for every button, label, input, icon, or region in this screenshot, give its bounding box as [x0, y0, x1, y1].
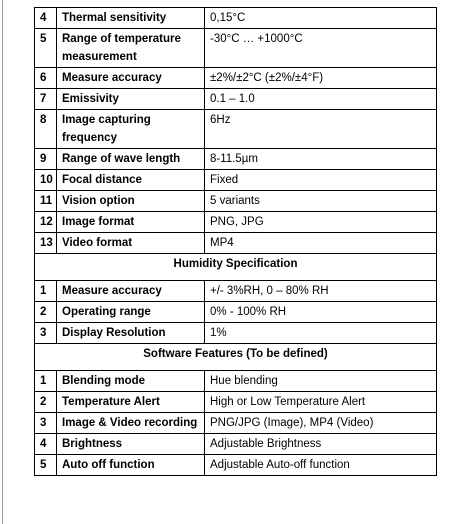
software-section-title: Software Features (To be defined) [35, 344, 437, 371]
specification-table [34, 7, 437, 476]
parameter-value: -30°C … +1000°C [205, 29, 437, 68]
parameter-name: Image capturing frequency [57, 110, 205, 149]
parameter-name: Image format [57, 212, 205, 233]
parameter-name: Blending mode [57, 371, 205, 392]
parameter-value: Fixed [205, 170, 437, 191]
parameter-name: Range of temperature measurement [57, 29, 205, 68]
parameter-value: 8-11.5µm [205, 149, 437, 170]
table-row [35, 191, 437, 212]
row-number: 12 [35, 212, 57, 233]
parameter-name: Focal distance [57, 170, 205, 191]
table-row [35, 434, 437, 455]
parameter-name: Measure accuracy [57, 68, 205, 89]
parameter-value: Adjustable Brightness [205, 434, 437, 455]
row-number: 7 [35, 89, 57, 110]
section-header-row [35, 254, 437, 281]
parameter-name: Vision option [57, 191, 205, 212]
row-number: 11 [35, 191, 57, 212]
parameter-value: 5 variants [205, 191, 437, 212]
parameter-value: 6Hz [205, 110, 437, 149]
row-number: 1 [35, 281, 57, 302]
row-number: 10 [35, 170, 57, 191]
parameter-name: Image & Video recording [57, 413, 205, 434]
parameter-value: PNG/JPG (Image), MP4 (Video) [205, 413, 437, 434]
parameter-value: High or Low Temperature Alert [205, 392, 437, 413]
parameter-value: +/- 3%RH, 0 – 80% RH [205, 281, 437, 302]
parameter-value: 1% [205, 323, 437, 344]
parameter-name: Operating range [57, 302, 205, 323]
table-row [35, 302, 437, 323]
table-row [35, 281, 437, 302]
parameter-name: Video format [57, 233, 205, 254]
parameter-name: Brightness [57, 434, 205, 455]
row-number: 9 [35, 149, 57, 170]
parameter-value: 0.1 – 1.0 [205, 89, 437, 110]
parameter-value: Adjustable Auto-off function [205, 455, 437, 476]
table-row [35, 29, 437, 68]
table-row [35, 455, 437, 476]
row-number: 2 [35, 302, 57, 323]
parameter-name: Display Resolution [57, 323, 205, 344]
parameter-value: MP4 [205, 233, 437, 254]
parameter-name: Range of wave length [57, 149, 205, 170]
parameter-name: Auto off function [57, 455, 205, 476]
table-row [35, 8, 437, 29]
row-number: 2 [35, 392, 57, 413]
row-number: 5 [35, 455, 57, 476]
table-row [35, 149, 437, 170]
table-row [35, 212, 437, 233]
row-number: 5 [35, 29, 57, 68]
parameter-value: 0% - 100% RH [205, 302, 437, 323]
table-row [35, 233, 437, 254]
table-row [35, 89, 437, 110]
table-row [35, 392, 437, 413]
row-number: 3 [35, 413, 57, 434]
table-row [35, 413, 437, 434]
table-row [35, 371, 437, 392]
row-number: 1 [35, 371, 57, 392]
humidity-section-title: Humidity Specification [35, 254, 437, 281]
table-row [35, 170, 437, 191]
row-number: 6 [35, 68, 57, 89]
parameter-value: PNG, JPG [205, 212, 437, 233]
parameter-value: 0,15°C [205, 8, 437, 29]
parameter-value: ±2%/±2°C (±2%/±4°F) [205, 68, 437, 89]
row-number: 8 [35, 110, 57, 149]
row-number: 4 [35, 434, 57, 455]
section-header-row [35, 344, 437, 371]
table-row [35, 323, 437, 344]
page-left-edge [2, 0, 3, 524]
row-number: 4 [35, 8, 57, 29]
parameter-name: Emissivity [57, 89, 205, 110]
table-row [35, 68, 437, 89]
row-number: 13 [35, 233, 57, 254]
parameter-name: Measure accuracy [57, 281, 205, 302]
parameter-value: Hue blending [205, 371, 437, 392]
table-row [35, 110, 437, 149]
row-number: 3 [35, 323, 57, 344]
parameter-name: Temperature Alert [57, 392, 205, 413]
parameter-name: Thermal sensitivity [57, 8, 205, 29]
